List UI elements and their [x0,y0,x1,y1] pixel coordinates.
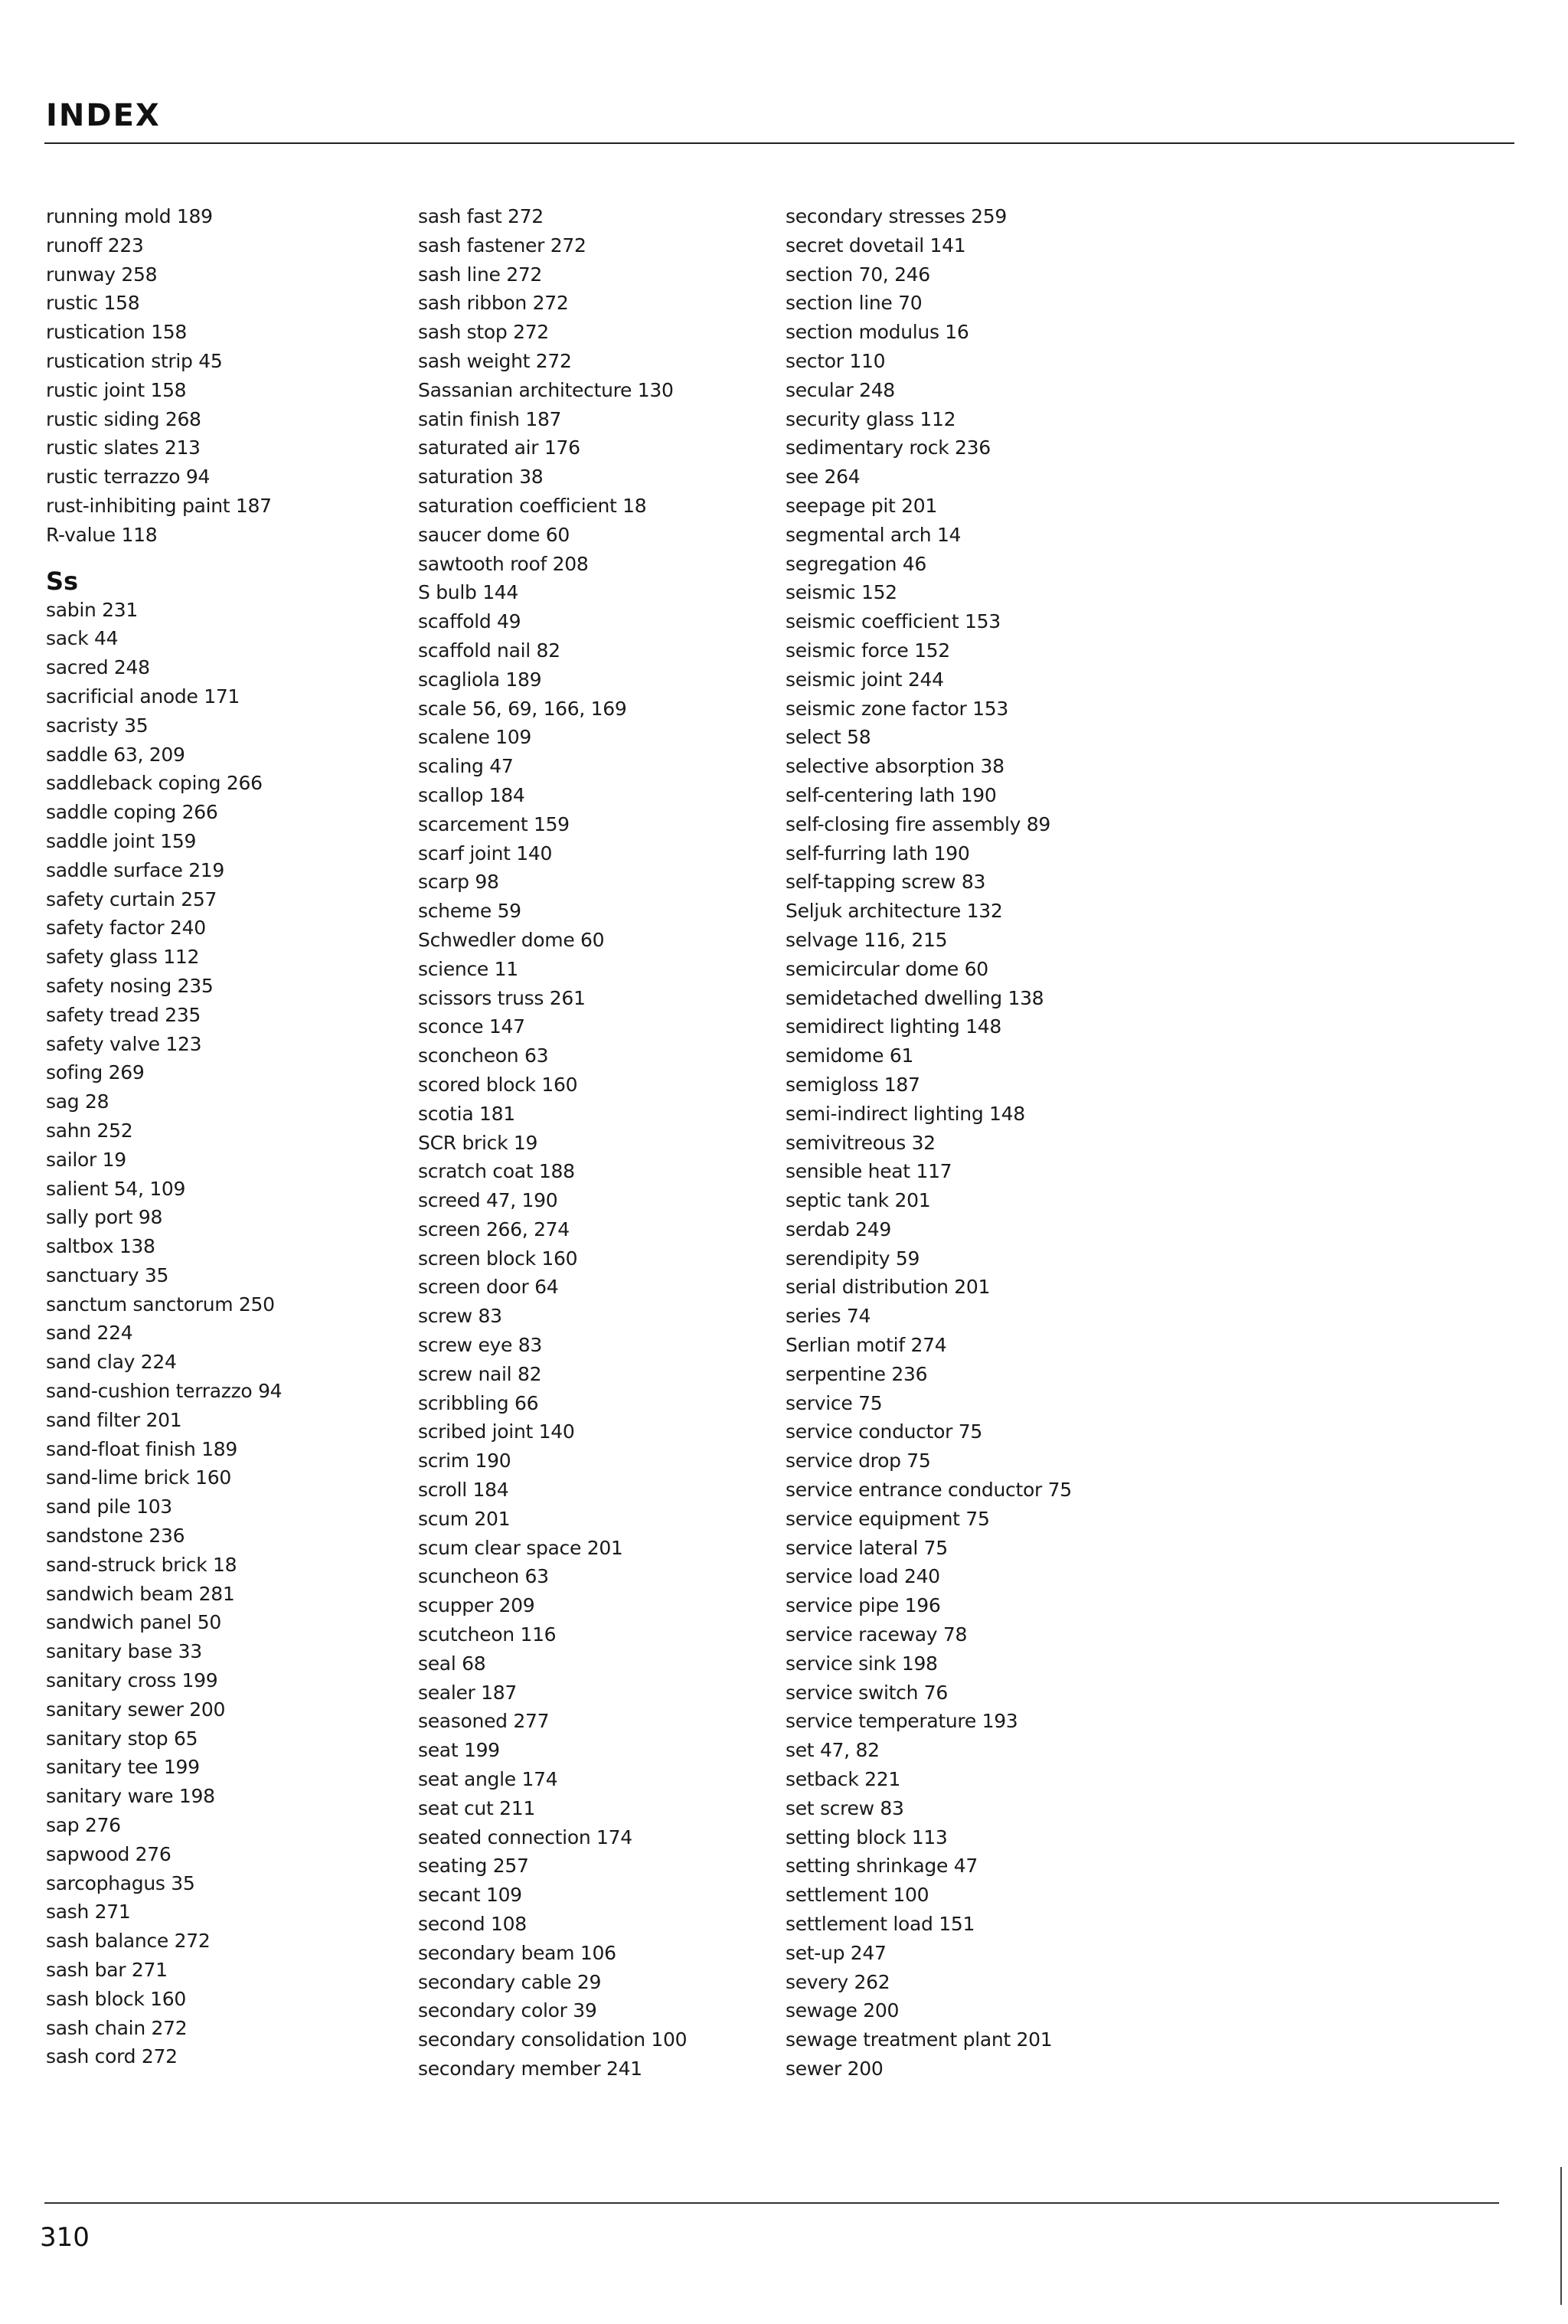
index-entry: scum clear space 201 [418,1536,623,1559]
index-entry: seat angle 174 [418,1768,558,1791]
index-entry: septic tank 201 [786,1189,931,1212]
index-entry: scratch coat 188 [418,1160,575,1183]
index-entry: sand-cushion terrazzo 94 [46,1380,283,1403]
index-entry: second 108 [418,1913,527,1936]
index-entry: saturated air 176 [418,436,580,459]
index-entry: sash ribbon 272 [418,292,569,315]
index-entry: sand pile 103 [46,1495,172,1518]
index-entry: semidirect lighting 148 [786,1015,1001,1038]
index-entry: Seljuk architecture 132 [786,900,1003,923]
index-entry: sash fastener 272 [418,234,586,257]
index-entry: sash cord 272 [46,2045,178,2068]
index-entry: sewage 200 [786,1999,900,2022]
page-title: INDEX [46,98,161,133]
index-entry: sapwood 276 [46,1842,172,1865]
index-entry: science 11 [418,957,518,980]
index-entry: sash chain 272 [46,2016,188,2039]
index-entry: screen 266, 274 [418,1218,570,1240]
index-entry: set-up 247 [786,1941,887,1964]
index-entry: screw 83 [418,1305,502,1328]
index-entry: segregation 46 [786,552,927,575]
index-entry: saddle 63, 209 [46,743,185,766]
footer-rule [44,2202,1499,2204]
index-entry: self-centering lath 190 [786,783,997,806]
index-entry: saucer dome 60 [418,523,570,546]
index-column-2 [418,202,778,2084]
index-entry: screw eye 83 [418,1334,542,1357]
index-entry: section line 70 [786,292,923,315]
index-entry: semidetached dwelling 138 [786,986,1044,1009]
index-entry: sash balance 272 [46,1930,211,1953]
index-entry: screen door 64 [418,1276,559,1299]
index-entry: rustic terrazzo 94 [46,466,211,489]
entries-group [786,202,1145,2084]
index-entry: rustic siding 268 [46,407,201,430]
index-entry: security glass 112 [786,407,956,430]
index-entry: see 264 [786,466,861,489]
index-entry: settlement 100 [786,1884,929,1907]
index-entry: sash 271 [46,1901,131,1924]
index-entry: sag 28 [46,1090,109,1113]
index-entry: sensible heat 117 [786,1160,952,1183]
index-entry: self-tapping screw 83 [786,871,986,894]
index-entry: seismic 152 [786,581,897,604]
index-entry: scroll 184 [418,1479,509,1502]
index-entry: service temperature 193 [786,1710,1018,1733]
index-entry: scallop 184 [418,783,525,806]
index-entry: sacristy 35 [46,714,149,737]
index-entry: service drop 75 [786,1450,931,1473]
index-entry: scale 56, 69, 166, 169 [418,697,627,720]
index-entry: sanitary stop 65 [46,1727,198,1750]
index-entry: rustic slates 213 [46,436,201,459]
index-entry: seismic coefficient 153 [786,610,1001,633]
index-entry: scaling 47 [418,755,514,778]
index-entry: seepage pit 201 [786,494,937,517]
index-entry: secondary member 241 [418,2058,642,2080]
index-entry: sofing 269 [46,1061,145,1084]
index-entry: self-furring lath 190 [786,842,970,865]
index-entry: scagliola 189 [418,668,542,691]
index-entry: scored block 160 [418,1073,578,1096]
index-entry: service load 240 [786,1565,940,1588]
index-entry: sash line 272 [418,263,543,286]
index-entry: Schwedler dome 60 [418,928,605,951]
index-entry: safety curtain 257 [46,887,217,910]
index-entry: Sassanian architecture 130 [418,378,674,401]
index-entry: scarp 98 [418,871,499,894]
index-entry: sahn 252 [46,1119,133,1142]
index-entry: safety nosing 235 [46,974,214,997]
index-entry: severy 262 [786,1970,890,1993]
index-entry: segmental arch 14 [786,523,962,546]
index-entry: S bulb 144 [418,581,519,604]
index-entry: sand-float finish 189 [46,1437,237,1460]
index-entry: sanitary cross 199 [46,1669,218,1692]
index-entry: safety glass 112 [46,946,200,969]
index-entry: seismic force 152 [786,639,950,662]
index-entry: scupper 209 [418,1594,535,1617]
index-column-3 [786,202,1145,2084]
index-entry: saturation coefficient 18 [418,494,647,517]
index-entry: selective absorption 38 [786,755,1004,778]
index-entry: semicircular dome 60 [786,957,988,980]
index-entry: sarcophagus 35 [46,1871,195,1894]
index-entry: semivitreous 32 [786,1131,936,1154]
index-entry: serdab 249 [786,1218,891,1240]
index-entry: rust-inhibiting paint 187 [46,494,272,517]
index-entry: saltbox 138 [46,1235,155,1258]
index-entry: service sink 198 [786,1652,938,1675]
index-entry: semidome 61 [786,1044,914,1067]
index-entry: sash block 160 [46,1987,186,2010]
index-entry: sap 276 [46,1814,121,1837]
index-entry: scheme 59 [418,900,521,923]
index-entry: sand-struck brick 18 [46,1553,237,1576]
index-entry: sewer 200 [786,2058,884,2080]
index-entry: secondary stresses 259 [786,205,1007,227]
index-entry: sandstone 236 [46,1525,185,1548]
index-entry: serendipity 59 [786,1247,920,1270]
index-entry: sandwich panel 50 [46,1611,222,1634]
index-entry: scum 201 [418,1507,511,1530]
index-entry: settlement load 151 [786,1913,975,1936]
index-entry: scissors truss 261 [418,986,586,1009]
index-entry: secret dovetail 141 [786,234,966,257]
index-entry: setting shrinkage 47 [786,1855,978,1878]
index-entry: section modulus 16 [786,321,969,344]
index-entry: sanctum sanctorum 250 [46,1293,275,1316]
index-entry: seat 199 [418,1739,500,1762]
index-entry: saddle joint 159 [46,829,197,852]
index-entry: set screw 83 [786,1796,904,1819]
index-entry: secular 248 [786,378,895,401]
index-entry: scribbling 66 [418,1391,539,1414]
index-entry: service entrance conductor 75 [786,1479,1072,1502]
index-entry: service lateral 75 [786,1536,948,1559]
index-entry: set 47, 82 [786,1739,880,1762]
index-entry: scalene 109 [418,726,532,749]
index-entry: seismic zone factor 153 [786,697,1008,720]
index-entry: sandwich beam 281 [46,1582,235,1605]
index-entry: serpentine 236 [786,1362,928,1385]
index-entry: rustication strip 45 [46,349,223,372]
index-column-1 [46,202,406,2071]
index-entry: scaffold 49 [418,610,521,633]
index-entry: satin finish 187 [418,407,562,430]
index-entry: sealer 187 [418,1681,517,1704]
index-entry: sash stop 272 [418,321,549,344]
index-entry: sector 110 [786,349,886,372]
index-entry: section 70, 246 [786,263,930,286]
index-entry: secondary beam 106 [418,1941,616,1964]
index-entry: service conductor 75 [786,1420,982,1443]
index-entry: sanitary ware 198 [46,1785,215,1808]
index-entry: sedimentary rock 236 [786,436,991,459]
index-entry: sand filter 201 [46,1408,182,1431]
index-entry: service switch 76 [786,1681,948,1704]
entries-group [418,202,778,2084]
index-entry: sacred 248 [46,656,150,679]
index-entry: sand 224 [46,1322,133,1345]
index-entry: select 58 [786,726,871,749]
index-entry: saturation 38 [418,466,544,489]
index-entry: screen block 160 [418,1247,578,1270]
index-entry: scaffold nail 82 [418,639,560,662]
index-entry: sewage treatment plant 201 [786,2028,1053,2051]
index-entry: sacrificial anode 171 [46,685,240,708]
index-entry: series 74 [786,1305,871,1328]
index-entry: screw nail 82 [418,1362,542,1385]
index-entry: seat cut 211 [418,1796,535,1819]
index-entry: sack 44 [46,627,119,650]
index-entry: setting block 113 [786,1826,948,1848]
index-entry: semi-indirect lighting 148 [786,1102,1025,1125]
index-entry: R-value 118 [46,523,158,546]
section-letter-heading: Ss [46,566,79,596]
index-entry: service raceway 78 [786,1623,968,1646]
index-entry: scribed joint 140 [418,1420,575,1443]
section-gap [46,550,406,567]
index-entry: sawtooth roof 208 [418,552,589,575]
index-entry: selvage 116, 215 [786,928,948,951]
index-entry: salient 54, 109 [46,1177,186,1200]
index-entry: SCR brick 19 [418,1131,538,1154]
index-entry: service pipe 196 [786,1594,941,1617]
index-entry: saddle coping 266 [46,801,218,824]
index-entry: saddle surface 219 [46,858,225,881]
index-entry: rustic 158 [46,292,140,315]
index-entry: safety factor 240 [46,917,206,940]
index-entry: sconcheon 63 [418,1044,549,1067]
entries-r-group [46,202,406,550]
index-entry: secondary consolidation 100 [418,2028,688,2051]
entries-s-group [46,596,406,2072]
index-entry: safety valve 123 [46,1032,202,1055]
index-entry: Serlian motif 274 [786,1334,947,1357]
index-entry: sand-lime brick 160 [46,1466,231,1489]
index-entry: seating 257 [418,1855,529,1878]
index-entry: sanitary sewer 200 [46,1698,226,1721]
index-entry: self-closing fire assembly 89 [786,812,1051,835]
index-entry: rustic joint 158 [46,378,187,401]
index-entry: sash bar 271 [46,1959,168,1982]
index-entry: sash fast 272 [418,205,544,227]
index-entry: runoff 223 [46,234,144,257]
index-entry: sconce 147 [418,1015,525,1038]
index-entry: sash weight 272 [418,349,572,372]
index-entry: secant 109 [418,1884,522,1907]
index-entry: rustication 158 [46,321,188,344]
index-entry: sabin 231 [46,598,138,621]
index-entry: scutcheon 116 [418,1623,557,1646]
index-entry: sanctuary 35 [46,1263,169,1286]
index-entry: sanitary tee 199 [46,1756,200,1779]
header-rule [44,142,1514,144]
index-entry: scrim 190 [418,1450,511,1473]
index-entry: seasoned 277 [418,1710,550,1733]
index-entry: running mold 189 [46,205,213,227]
index-entry: seated connection 174 [418,1826,632,1848]
index-entry: service equipment 75 [786,1507,990,1530]
index-entry: scarf joint 140 [418,842,553,865]
index-entry: secondary cable 29 [418,1970,602,1993]
index-entry: scotia 181 [418,1102,515,1125]
index-entry: runway 258 [46,263,158,286]
index-entry: sally port 98 [46,1206,163,1229]
index-entry: saddleback coping 266 [46,772,263,795]
index-entry: serial distribution 201 [786,1276,991,1299]
index-entry: sanitary base 33 [46,1640,202,1663]
index-entry: safety tread 235 [46,1003,201,1026]
index-entry: seismic joint 244 [786,668,944,691]
index-entry: semigloss 187 [786,1073,920,1096]
index-entry: sailor 19 [46,1148,126,1171]
index-entry: secondary color 39 [418,1999,597,2022]
index-entry: seal 68 [418,1652,486,1675]
index-entry: screed 47, 190 [418,1189,558,1212]
page-number: 310 [40,2222,90,2253]
index-entry: setback 221 [786,1768,900,1791]
page-edge-mark [1560,2167,1562,2305]
index-entry: sand clay 224 [46,1351,177,1374]
index-entry: service 75 [786,1391,883,1414]
index-entry: scarcement 159 [418,812,570,835]
index-entry: scuncheon 63 [418,1565,549,1588]
